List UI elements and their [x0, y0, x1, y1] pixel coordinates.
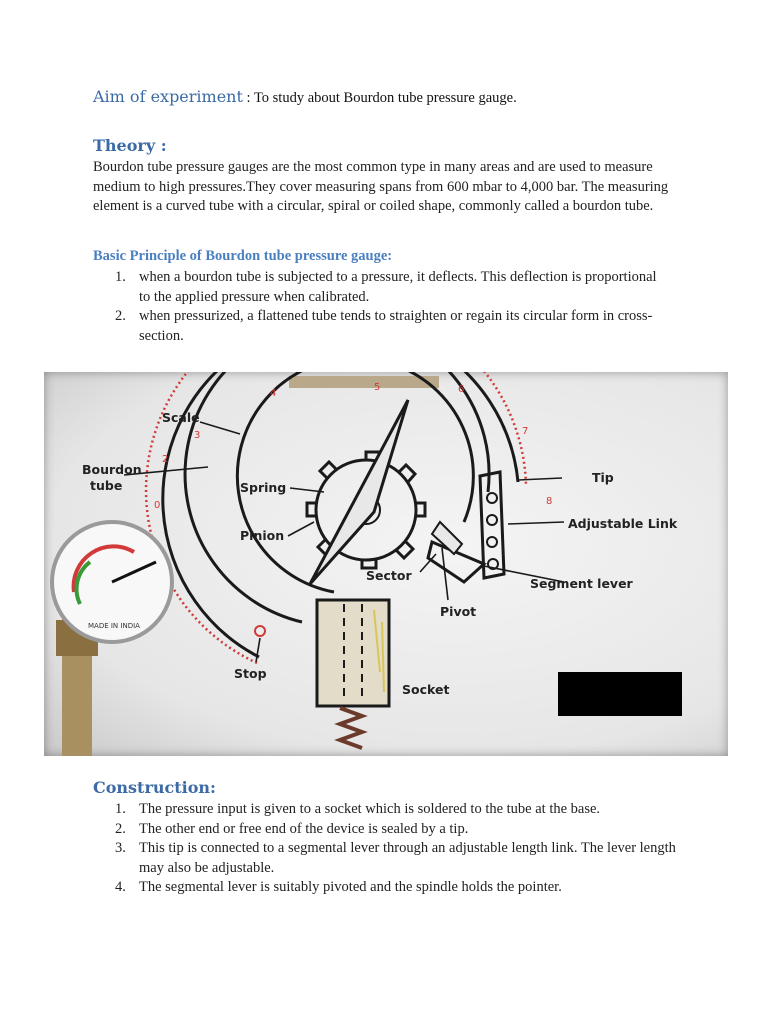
aim-text: : To study about Bourdon tube pressure gauge. [242, 90, 517, 106]
list-text: The pressure input is given to a socket which is soldered to the tube at the base. [139, 801, 601, 817]
principle-list [93, 268, 663, 346]
list-text: when a bourdon tube is subjected to a pressure, it deflects. This deflection is proportional to the applied pressure when calibrated. [139, 269, 657, 305]
label-stop: Stop [234, 666, 267, 681]
theory-heading: Theory : [93, 136, 167, 155]
bourdon-gauge-diagram [44, 372, 728, 756]
list-number: 1. [115, 801, 126, 817]
real-pressure-gauge [52, 522, 172, 756]
list-number: 2. [115, 308, 126, 324]
list-item [93, 800, 683, 820]
link-hole [487, 537, 497, 547]
list-text: This tip is connected to a segmental lever through an adjustable length link. The lever length may also be adjustable. [139, 840, 676, 876]
list-item [93, 268, 663, 307]
pointer-needle [310, 400, 408, 584]
scale-mark-4: 4 [270, 388, 277, 399]
socket-thread [340, 708, 362, 748]
list-text: when pressurized, a flattened tube tends to straighten or regain its circular form in cross-section. [139, 308, 653, 344]
list-number: 3. [115, 840, 126, 856]
label-tube: tube [90, 478, 123, 493]
aim-line [93, 86, 733, 109]
aim-heading: Aim of experiment [93, 87, 243, 106]
link-hole [487, 515, 497, 525]
scale-mark-5: 5 [374, 382, 381, 393]
construction-list [93, 800, 683, 898]
list-number: 1. [115, 269, 126, 285]
list-item [93, 307, 663, 346]
scale-mark-7: 7 [522, 426, 529, 437]
label-scale: Scale [162, 410, 200, 425]
redacted-watermark-box [558, 672, 682, 716]
list-text: The segmental lever is suitably pivoted and the spindle holds the pointer. [139, 879, 562, 895]
principle-heading: Basic Principle of Bourdon tube pressure gauge: [93, 248, 393, 264]
list-number: 4. [115, 879, 126, 895]
label-socket: Socket [402, 682, 450, 697]
top-bar [289, 376, 439, 388]
list-item [93, 839, 683, 878]
bourdon-gauge-figure [44, 372, 728, 756]
scale-mark-2: 2 [162, 454, 169, 465]
construction-heading: Construction: [93, 778, 216, 797]
label-segment-lever: Segment lever [530, 576, 633, 591]
label-sector: Sector [366, 568, 412, 583]
list-text: The other end or free end of the device is sealed by a tip. [139, 820, 469, 837]
label-spring: Spring [240, 480, 287, 495]
bourdon-tube-inner [185, 372, 489, 622]
theory-paragraph: Bourdon tube pressure gauges are the most common type in many areas and are used to measure medium to high pressures.They cover measuring spans from 600 mbar to 4,000 bar. The measuring element is a curved tube with a circular, spiral or coiled shape, commonly called a bourdon tube. [93, 159, 669, 214]
label-pinion: Pinion [240, 528, 285, 543]
label-tip: Tip [592, 470, 614, 485]
scale-mark-3: 3 [194, 430, 201, 441]
label-pivot: Pivot [440, 604, 477, 619]
list-item [93, 878, 683, 898]
scale-numbers [154, 382, 552, 511]
stop-marker [255, 626, 265, 636]
list-item [93, 820, 683, 840]
scale-mark-8: 8 [546, 496, 553, 507]
gauge-made-in-label: MADE IN INDIA [88, 622, 140, 630]
label-bourdon: Bourdon [82, 462, 142, 477]
label-adjustable-link: Adjustable Link [568, 516, 678, 531]
scale-mark-6: 6 [458, 384, 465, 395]
list-number: 2. [115, 820, 126, 837]
scale-mark-0: 0 [154, 500, 161, 511]
link-hole [487, 493, 497, 503]
